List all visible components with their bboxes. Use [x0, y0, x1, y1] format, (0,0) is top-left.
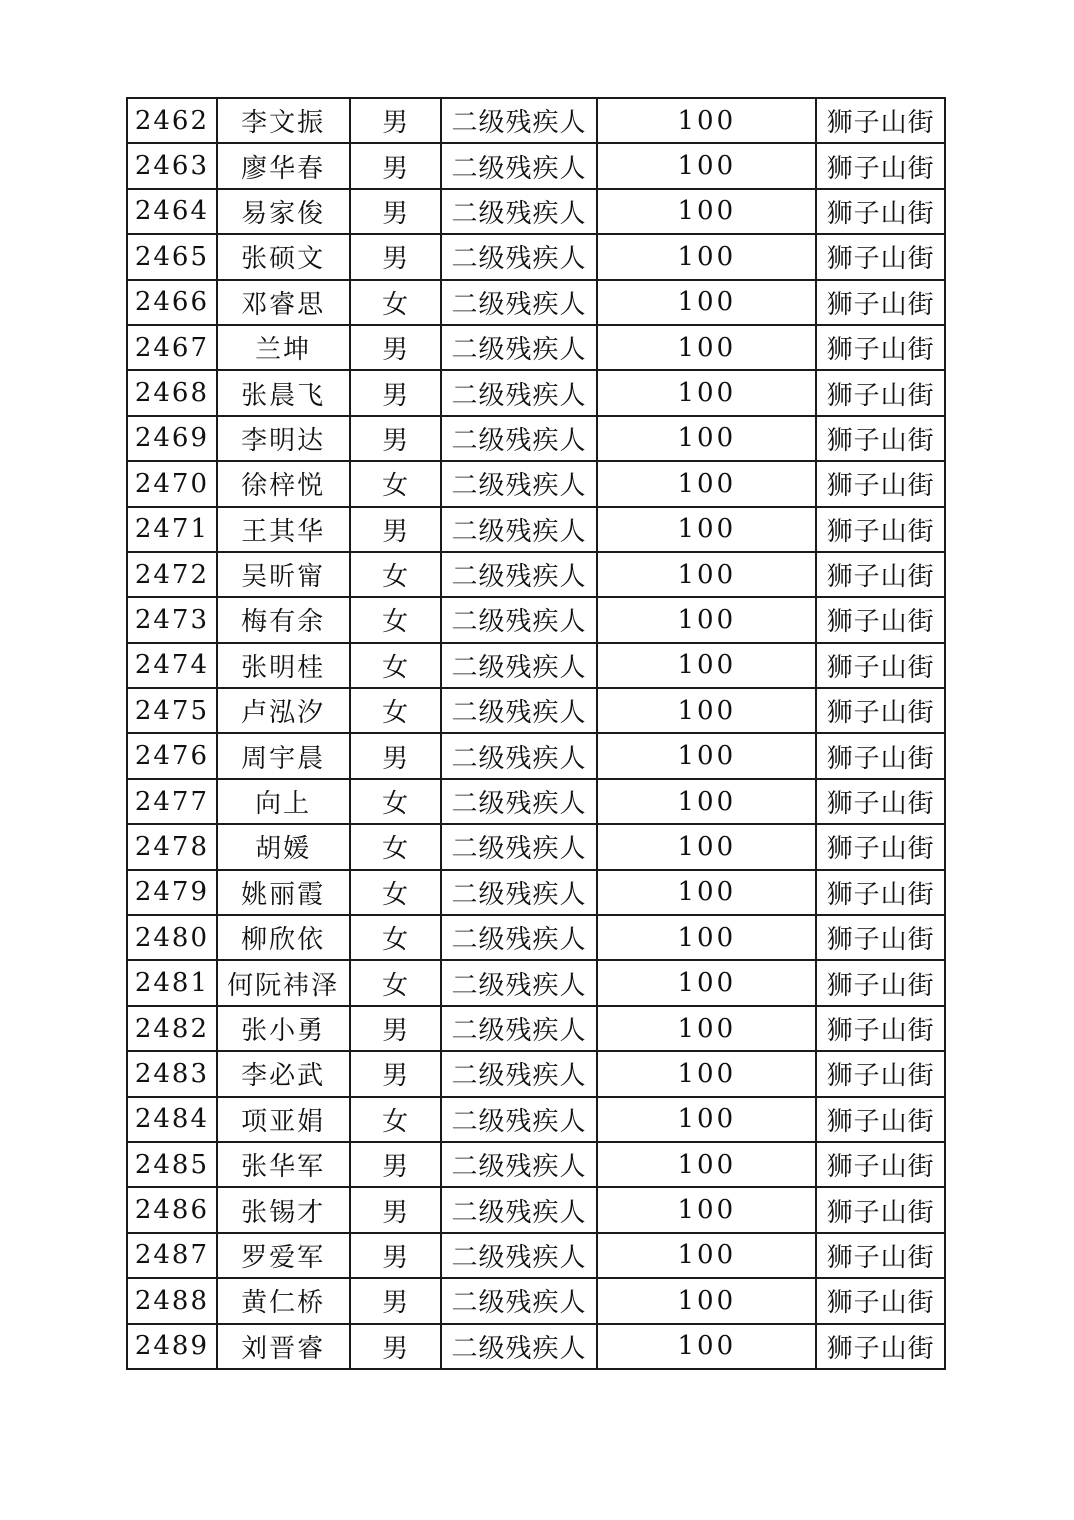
table-row [127, 1233, 945, 1278]
cell-category: 二级残疾人 [441, 98, 598, 143]
beneficiary-table [126, 97, 946, 1370]
cell-serial-number: 2463 [127, 143, 217, 188]
cell-name: 张锡才 [217, 1187, 350, 1232]
cell-gender: 男 [350, 1006, 441, 1051]
cell-category: 二级残疾人 [441, 507, 598, 552]
cell-street: 狮子山街 [816, 416, 945, 461]
cell-gender: 男 [350, 416, 441, 461]
table-row [127, 824, 945, 869]
cell-gender: 男 [350, 733, 441, 778]
table-row [127, 552, 945, 597]
cell-category: 二级残疾人 [441, 1278, 598, 1323]
cell-category: 二级残疾人 [441, 1233, 598, 1278]
cell-category: 二级残疾人 [441, 325, 598, 370]
cell-gender: 女 [350, 960, 441, 1005]
table-row [127, 1097, 945, 1142]
cell-gender: 男 [350, 1051, 441, 1096]
table-row [127, 1051, 945, 1096]
table-row [127, 1278, 945, 1323]
cell-street: 狮子山街 [816, 143, 945, 188]
cell-street: 狮子山街 [816, 189, 945, 234]
cell-gender: 男 [350, 143, 441, 188]
table-row [127, 870, 945, 915]
cell-serial-number: 2466 [127, 280, 217, 325]
cell-street: 狮子山街 [816, 779, 945, 824]
cell-amount: 100 [597, 1233, 816, 1278]
table-row [127, 280, 945, 325]
cell-name: 邓睿思 [217, 280, 350, 325]
cell-serial-number: 2467 [127, 325, 217, 370]
cell-gender: 女 [350, 824, 441, 869]
table-row [127, 597, 945, 642]
cell-name: 张明桂 [217, 643, 350, 688]
cell-gender: 男 [350, 98, 441, 143]
cell-category: 二级残疾人 [441, 280, 598, 325]
cell-category: 二级残疾人 [441, 1187, 598, 1232]
cell-amount: 100 [597, 870, 816, 915]
cell-serial-number: 2489 [127, 1324, 217, 1369]
cell-street: 狮子山街 [816, 1233, 945, 1278]
cell-serial-number: 2465 [127, 234, 217, 279]
cell-street: 狮子山街 [816, 1278, 945, 1323]
table-row [127, 370, 945, 415]
cell-category: 二级残疾人 [441, 1324, 598, 1369]
cell-amount: 100 [597, 1278, 816, 1323]
cell-street: 狮子山街 [816, 1051, 945, 1096]
table-row [127, 98, 945, 143]
cell-serial-number: 2475 [127, 688, 217, 733]
cell-serial-number: 2481 [127, 960, 217, 1005]
cell-street: 狮子山街 [816, 1097, 945, 1142]
cell-serial-number: 2469 [127, 416, 217, 461]
cell-category: 二级残疾人 [441, 779, 598, 824]
cell-serial-number: 2473 [127, 597, 217, 642]
cell-serial-number: 2487 [127, 1233, 217, 1278]
cell-serial-number: 2468 [127, 370, 217, 415]
cell-gender: 男 [350, 1233, 441, 1278]
table-row [127, 416, 945, 461]
cell-serial-number: 2471 [127, 507, 217, 552]
table-row [127, 779, 945, 824]
cell-name: 刘晋睿 [217, 1324, 350, 1369]
cell-category: 二级残疾人 [441, 1097, 598, 1142]
cell-gender: 男 [350, 1187, 441, 1232]
cell-name: 张晨飞 [217, 370, 350, 415]
table-row [127, 733, 945, 778]
cell-street: 狮子山街 [816, 234, 945, 279]
table-row [127, 688, 945, 733]
cell-gender: 女 [350, 643, 441, 688]
cell-street: 狮子山街 [816, 643, 945, 688]
cell-gender: 女 [350, 688, 441, 733]
cell-serial-number: 2483 [127, 1051, 217, 1096]
cell-amount: 100 [597, 1006, 816, 1051]
cell-gender: 女 [350, 779, 441, 824]
table-row [127, 960, 945, 1005]
cell-amount: 100 [597, 824, 816, 869]
cell-serial-number: 2479 [127, 870, 217, 915]
cell-gender: 男 [350, 1324, 441, 1369]
cell-category: 二级残疾人 [441, 915, 598, 960]
cell-serial-number: 2472 [127, 552, 217, 597]
cell-amount: 100 [597, 779, 816, 824]
cell-street: 狮子山街 [816, 370, 945, 415]
cell-amount: 100 [597, 461, 816, 506]
cell-name: 何阮祎泽 [217, 960, 350, 1005]
cell-name: 李必武 [217, 1051, 350, 1096]
cell-gender: 女 [350, 1097, 441, 1142]
cell-serial-number: 2476 [127, 733, 217, 778]
cell-category: 二级残疾人 [441, 688, 598, 733]
cell-street: 狮子山街 [816, 1006, 945, 1051]
cell-category: 二级残疾人 [441, 960, 598, 1005]
table-row [127, 1324, 945, 1369]
cell-amount: 100 [597, 143, 816, 188]
cell-gender: 男 [350, 234, 441, 279]
cell-amount: 100 [597, 98, 816, 143]
cell-street: 狮子山街 [816, 824, 945, 869]
cell-street: 狮子山街 [816, 98, 945, 143]
cell-amount: 100 [597, 1187, 816, 1232]
cell-category: 二级残疾人 [441, 1006, 598, 1051]
cell-category: 二级残疾人 [441, 552, 598, 597]
cell-gender: 男 [350, 507, 441, 552]
cell-name: 梅有余 [217, 597, 350, 642]
cell-name: 吴昕甯 [217, 552, 350, 597]
cell-name: 向上 [217, 779, 350, 824]
cell-amount: 100 [597, 552, 816, 597]
cell-name: 张小勇 [217, 1006, 350, 1051]
cell-gender: 女 [350, 461, 441, 506]
cell-amount: 100 [597, 643, 816, 688]
cell-category: 二级残疾人 [441, 1142, 598, 1187]
cell-amount: 100 [597, 189, 816, 234]
cell-serial-number: 2462 [127, 98, 217, 143]
cell-name: 张硕文 [217, 234, 350, 279]
table-body [127, 98, 945, 1369]
cell-category: 二级残疾人 [441, 143, 598, 188]
cell-name: 张华军 [217, 1142, 350, 1187]
cell-name: 徐梓悦 [217, 461, 350, 506]
cell-amount: 100 [597, 1097, 816, 1142]
cell-name: 卢泓汐 [217, 688, 350, 733]
cell-street: 狮子山街 [816, 1187, 945, 1232]
table-row [127, 234, 945, 279]
cell-name: 柳欣依 [217, 915, 350, 960]
cell-category: 二级残疾人 [441, 416, 598, 461]
cell-street: 狮子山街 [816, 960, 945, 1005]
cell-amount: 100 [597, 1142, 816, 1187]
cell-street: 狮子山街 [816, 552, 945, 597]
cell-name: 廖华春 [217, 143, 350, 188]
cell-serial-number: 2470 [127, 461, 217, 506]
cell-amount: 100 [597, 688, 816, 733]
cell-serial-number: 2478 [127, 824, 217, 869]
table-row [127, 1006, 945, 1051]
table-row [127, 1142, 945, 1187]
cell-category: 二级残疾人 [441, 733, 598, 778]
cell-street: 狮子山街 [816, 1142, 945, 1187]
table-row [127, 461, 945, 506]
table-row [127, 507, 945, 552]
cell-gender: 女 [350, 870, 441, 915]
cell-amount: 100 [597, 733, 816, 778]
cell-street: 狮子山街 [816, 915, 945, 960]
cell-name: 王其华 [217, 507, 350, 552]
cell-gender: 女 [350, 280, 441, 325]
table-row [127, 643, 945, 688]
cell-category: 二级残疾人 [441, 234, 598, 279]
cell-street: 狮子山街 [816, 1324, 945, 1369]
cell-category: 二级残疾人 [441, 824, 598, 869]
cell-category: 二级残疾人 [441, 461, 598, 506]
cell-category: 二级残疾人 [441, 643, 598, 688]
cell-name: 罗爱军 [217, 1233, 350, 1278]
cell-name: 兰坤 [217, 325, 350, 370]
cell-serial-number: 2484 [127, 1097, 217, 1142]
cell-name: 项亚娟 [217, 1097, 350, 1142]
cell-serial-number: 2485 [127, 1142, 217, 1187]
cell-category: 二级残疾人 [441, 370, 598, 415]
cell-amount: 100 [597, 915, 816, 960]
cell-gender: 男 [350, 1142, 441, 1187]
cell-name: 李文振 [217, 98, 350, 143]
cell-category: 二级残疾人 [441, 189, 598, 234]
cell-amount: 100 [597, 597, 816, 642]
cell-street: 狮子山街 [816, 870, 945, 915]
cell-name: 周宇晨 [217, 733, 350, 778]
cell-serial-number: 2482 [127, 1006, 217, 1051]
cell-serial-number: 2480 [127, 915, 217, 960]
cell-gender: 女 [350, 915, 441, 960]
cell-gender: 女 [350, 597, 441, 642]
table-row [127, 143, 945, 188]
cell-name: 李明达 [217, 416, 350, 461]
cell-street: 狮子山街 [816, 507, 945, 552]
cell-amount: 100 [597, 507, 816, 552]
cell-amount: 100 [597, 960, 816, 1005]
cell-category: 二级残疾人 [441, 1051, 598, 1096]
cell-amount: 100 [597, 325, 816, 370]
table-row [127, 915, 945, 960]
cell-name: 姚丽霞 [217, 870, 350, 915]
cell-serial-number: 2486 [127, 1187, 217, 1232]
cell-street: 狮子山街 [816, 461, 945, 506]
cell-gender: 女 [350, 552, 441, 597]
cell-amount: 100 [597, 1324, 816, 1369]
cell-street: 狮子山街 [816, 688, 945, 733]
cell-amount: 100 [597, 1051, 816, 1096]
cell-name: 易家俊 [217, 189, 350, 234]
cell-category: 二级残疾人 [441, 870, 598, 915]
table-row [127, 189, 945, 234]
cell-amount: 100 [597, 234, 816, 279]
cell-gender: 男 [350, 325, 441, 370]
cell-gender: 男 [350, 370, 441, 415]
cell-street: 狮子山街 [816, 597, 945, 642]
cell-amount: 100 [597, 280, 816, 325]
cell-name: 黄仁桥 [217, 1278, 350, 1323]
cell-amount: 100 [597, 370, 816, 415]
cell-serial-number: 2464 [127, 189, 217, 234]
cell-serial-number: 2477 [127, 779, 217, 824]
cell-serial-number: 2474 [127, 643, 217, 688]
cell-name: 胡媛 [217, 824, 350, 869]
cell-amount: 100 [597, 416, 816, 461]
cell-gender: 男 [350, 189, 441, 234]
cell-serial-number: 2488 [127, 1278, 217, 1323]
table-row [127, 1187, 945, 1232]
cell-category: 二级残疾人 [441, 597, 598, 642]
cell-street: 狮子山街 [816, 325, 945, 370]
cell-street: 狮子山街 [816, 733, 945, 778]
table-row [127, 325, 945, 370]
cell-street: 狮子山街 [816, 280, 945, 325]
cell-gender: 男 [350, 1278, 441, 1323]
